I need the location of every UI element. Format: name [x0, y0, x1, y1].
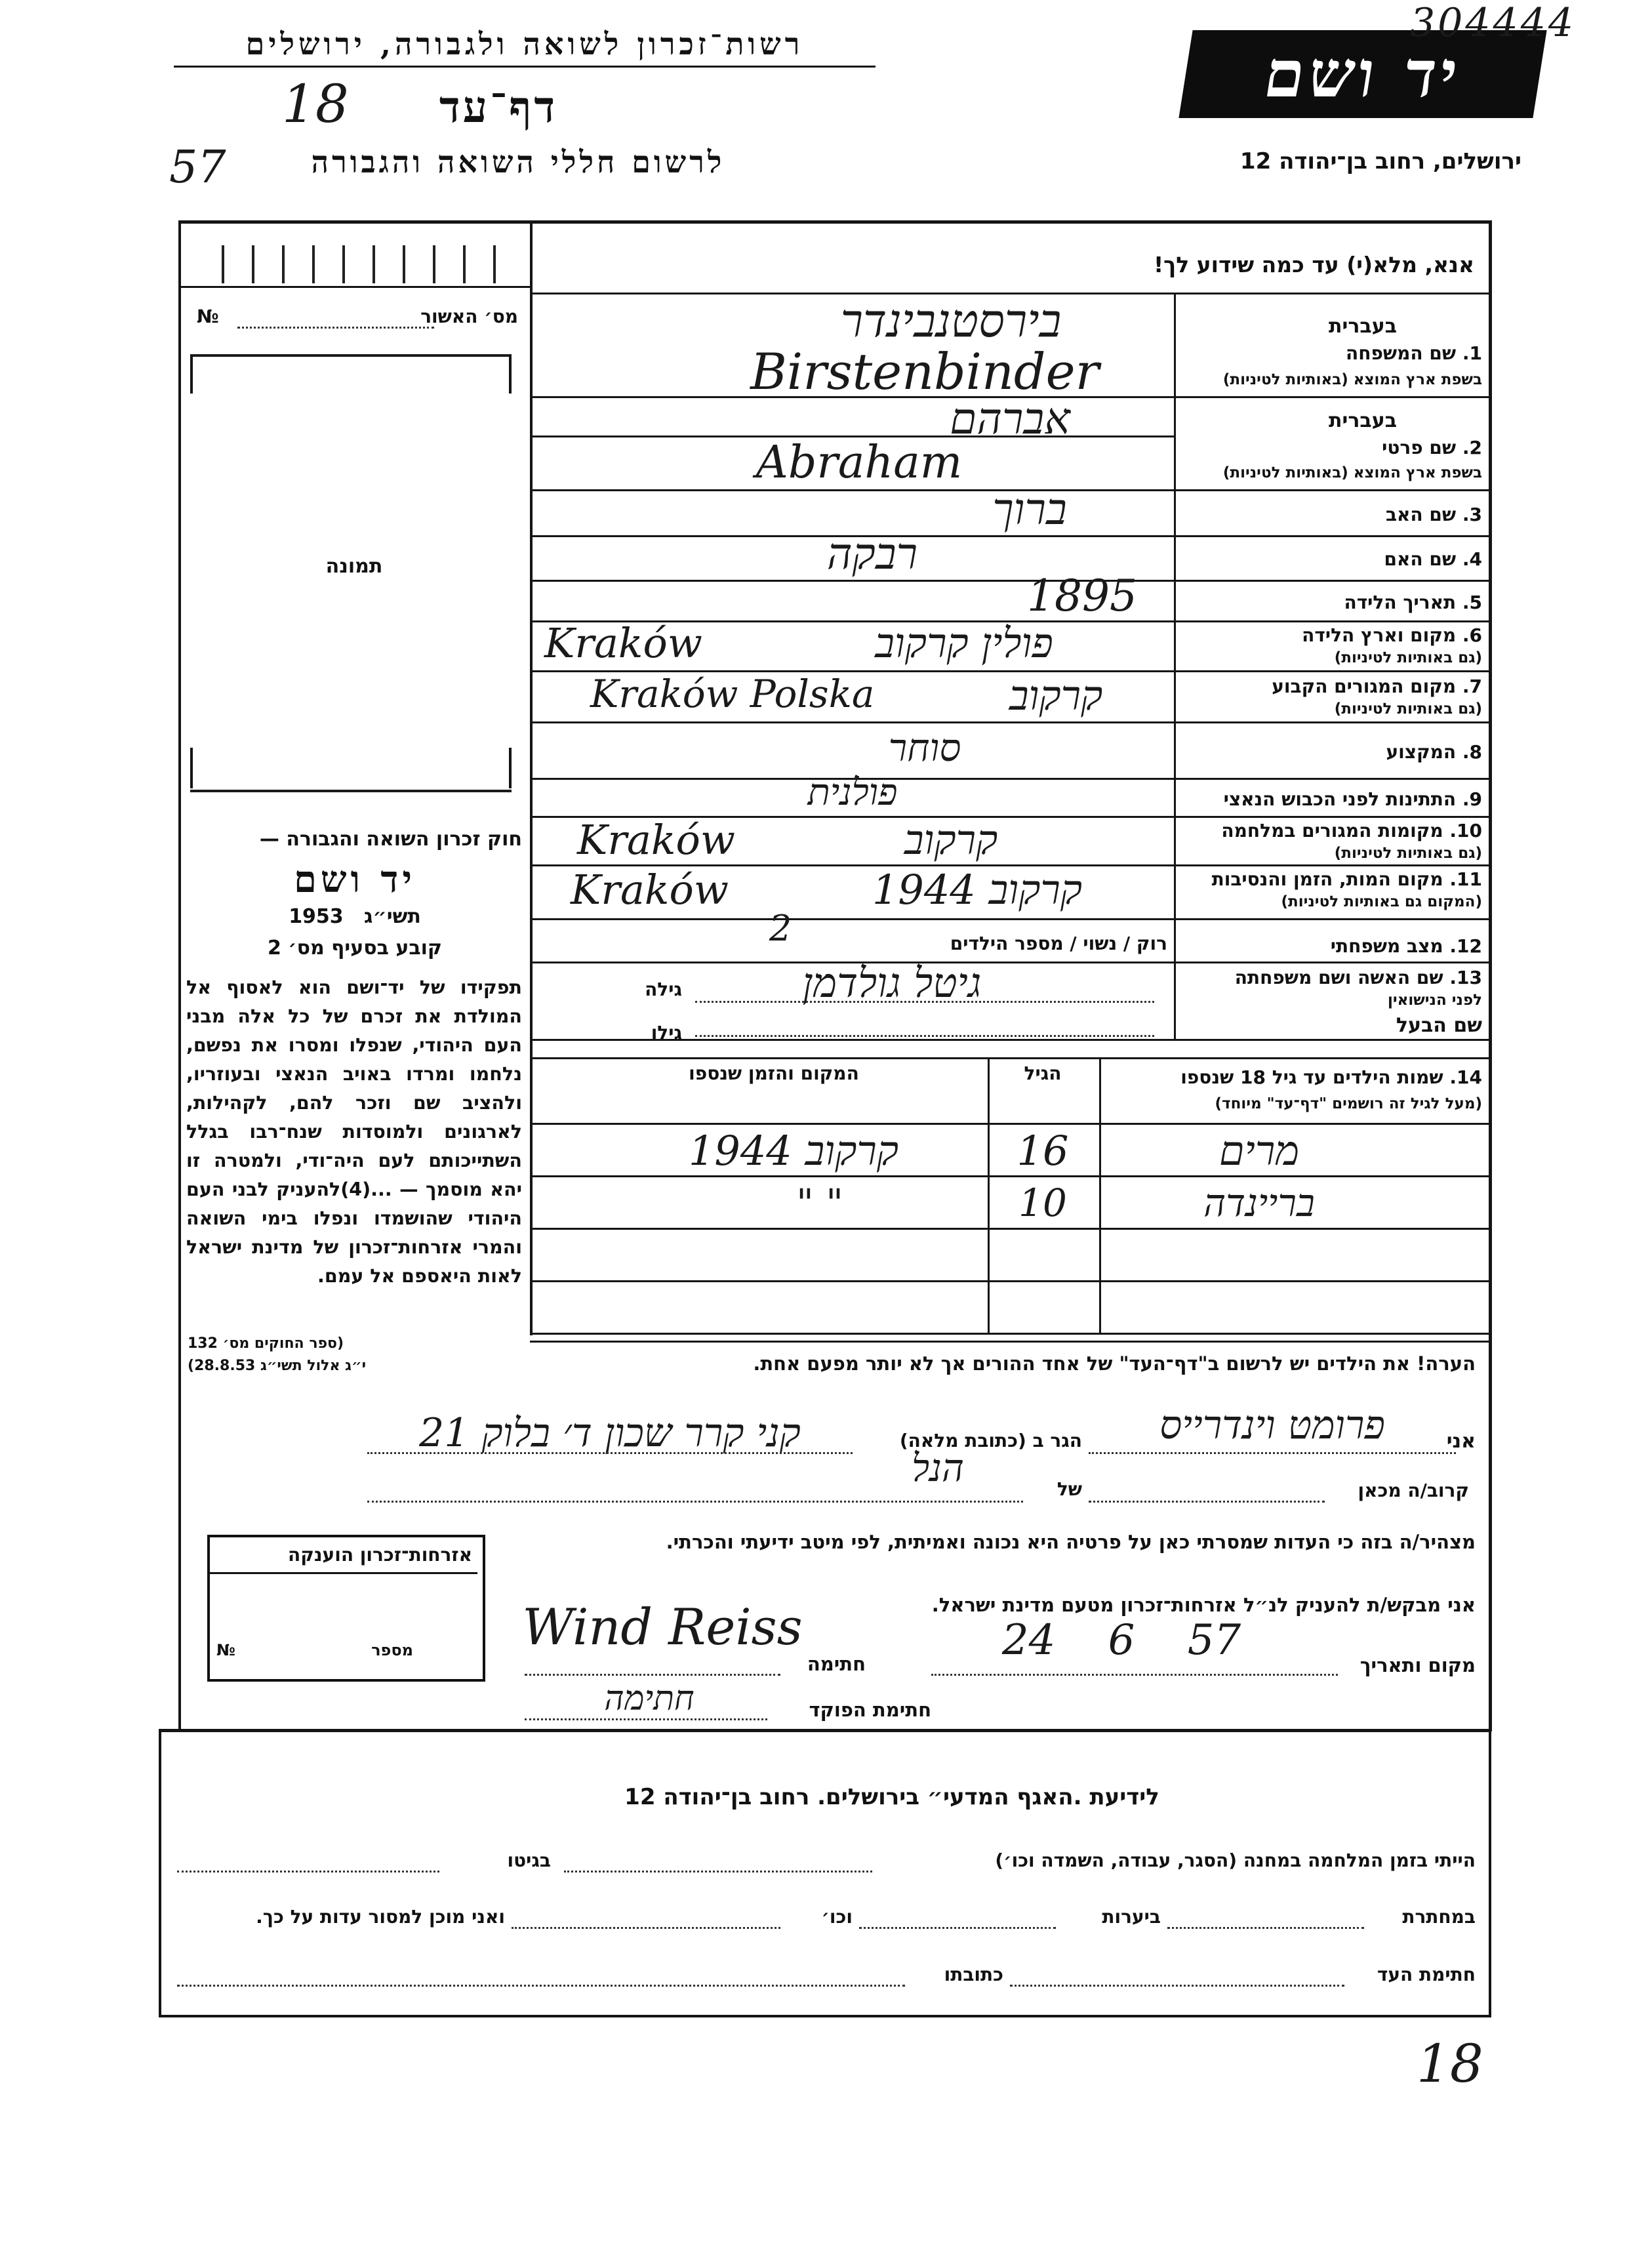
declarant-address: קני קרר שכון ד׳ בלוק 21: [419, 1410, 801, 1456]
law-source-2: י״ג אלול תשי״ג 28.8.53): [188, 1358, 367, 1374]
cert-title: אזרחות־זכרון הוענקה: [210, 1544, 477, 1574]
birth-place-latin: Kraków: [544, 619, 702, 667]
law-year-heb: תשי״ג: [364, 905, 421, 928]
declarant-name: פרומט וינדרייס: [1159, 1402, 1385, 1448]
first-name-hebrew: אברהם: [950, 394, 1070, 444]
hebrew-label-2: בעברית: [1329, 409, 1397, 432]
field-14-label: 14. שמות הילדים עד גיל 18 שנספו: [1180, 1066, 1482, 1088]
latin-label-2: בשפת ארץ המוצא (באותיות לטיניות): [1222, 464, 1482, 481]
father-name: ברוך: [992, 484, 1067, 535]
approval-label: מס׳ האשור: [420, 306, 518, 327]
residing-label: הגר ב (כתובת מלאה): [899, 1430, 1082, 1451]
signature-hand: Wind Reiss: [522, 1598, 803, 1656]
residence-hebrew: קרקוב: [1009, 672, 1103, 719]
field-11-sub: (המקום גם באותיות לטיניות): [1281, 893, 1482, 910]
field-10-label: 10. מקומות המגורים במלחמה: [1221, 820, 1482, 841]
footer-frame-bottom: [159, 2015, 1491, 2017]
frame-bottom: [159, 1729, 1491, 1732]
cert-number-label: מספר: [371, 1641, 413, 1659]
child-1-age: 16: [1017, 1127, 1069, 1175]
field-10-sub: (גם באותיות לטיניות): [1334, 845, 1482, 862]
footer-line-2-start: במחתרת: [1402, 1906, 1476, 1928]
death-place-latin: Kraków: [571, 866, 729, 914]
law-year-row: [188, 905, 522, 928]
footer-frame-right: [1489, 1729, 1491, 2017]
approval-no: №: [197, 306, 219, 327]
wife-age-label: גילה: [645, 979, 682, 1000]
relative-label: קרוב/ה מכאן: [1358, 1480, 1469, 1501]
date-hand: 24 6 57: [1001, 1616, 1241, 1665]
footer-line-1: הייתי בזמן המלחמה במחנה (הסגר, עבודה, השמדה וכו׳): [995, 1850, 1476, 1871]
field-8-label: 8. המקצוע: [1386, 741, 1482, 763]
husband-label: שם הבעל: [1396, 1014, 1482, 1037]
residence-latin: Kraków Polska: [590, 672, 875, 716]
surname-hebrew: בירסטנבינדר: [840, 294, 1062, 348]
footer-frame-left: [159, 1729, 161, 2017]
field-7-sub: (גם באותיות לטיניות): [1334, 700, 1482, 718]
marital-options: רוק / נשוי / מספר הילדים: [950, 933, 1167, 954]
column-place: המקום והזמן שנספו: [689, 1063, 859, 1084]
death-place-hebrew: קרקוב 1944: [872, 866, 1083, 914]
frame-left: [178, 220, 181, 1731]
field-5-label: 5. תאריך הלידה: [1344, 592, 1482, 613]
field-14-sub: (מעל לגיל זה רושמים "דף־עד" מיוחד): [1215, 1095, 1482, 1112]
law-year: 1953: [289, 905, 344, 928]
field-13-sub: לפני הנישואין: [1388, 992, 1482, 1009]
side-number-hand: 57: [169, 142, 226, 193]
law-logo: יד ושם: [293, 858, 416, 901]
relation-hand: הנל: [912, 1446, 964, 1490]
field-3-label: 3. שם האב: [1385, 504, 1482, 525]
cert-number-row: [216, 1641, 413, 1659]
husband-age-label: גילו: [651, 1022, 682, 1043]
i-label: אני: [1446, 1430, 1476, 1453]
note: הערה! את הילדים יש לרשום ב"דף־העד" של אחד ההורים אך לא יותר מפעם אחת.: [753, 1352, 1476, 1375]
field-13-label: 13. שם האשה ושם משפחתה: [1234, 967, 1482, 988]
declaration: מצהיר/ה בזה כי העדות שמסרתי כאן על פרטיה היא נכונה ואמיתית, לפי מיטב ידיעתי והכרתי.: [666, 1531, 1476, 1553]
footer-line-3-mid: כתובתו: [944, 1964, 1003, 1985]
hebrew-label-1: בעברית: [1329, 315, 1397, 338]
sheet-title: דף־עד: [439, 81, 558, 132]
field-11-label: 11. מקום המות, הזמן והנסיבות: [1211, 868, 1482, 890]
child-1-place: קרקוב 1944: [688, 1127, 899, 1175]
place-date-label: מקום ותאריך: [1359, 1654, 1476, 1676]
header-rule: [174, 66, 876, 68]
photo-label: תמונה: [325, 555, 383, 578]
field-6-label: 6. מקום וארץ הלידה: [1302, 624, 1482, 646]
profession: סוחר: [888, 725, 961, 770]
page-number-hand: 18: [1417, 2033, 1483, 2094]
footer-title: לידיעת .האגף המדעי״ בירושלים. רחוב בן־יהודה 12: [624, 1784, 1159, 1810]
instruction: אנא, מלא(י) עד כמה שידוע לך!: [1154, 252, 1474, 277]
mother-name: רבקה: [826, 529, 918, 579]
address: ירושלים, רחוב בן־יהודה 12: [1239, 148, 1521, 174]
signature-label: חתימה: [807, 1653, 866, 1675]
frame-right: [1489, 220, 1492, 1731]
children-count: 2: [769, 908, 792, 949]
org-line: רשות־זכרון לשואה ולגבורה, ירושלים: [245, 26, 804, 62]
field-12-label: 12. מצב משפחתי: [1330, 935, 1482, 957]
nationality: פולנית: [807, 771, 898, 814]
field-9-label: 9. התתינות לפני הכבוש הנאצי: [1223, 788, 1482, 810]
archive-number: 304444: [1410, 0, 1577, 46]
field-6-sub: (גם באותיות לטיניות): [1334, 649, 1482, 666]
field-7-label: 7. מקום המגורים הקבוע: [1272, 676, 1482, 697]
footer-line-2-mid1: ביערות: [1102, 1906, 1161, 1928]
footer-line-2-end: ואני מוכן למסור עדות על כך.: [256, 1906, 505, 1928]
footer-line-3-start: חתימת העד: [1377, 1964, 1476, 1985]
wife-name: גיטל גולדמן: [802, 959, 982, 1007]
birth-place-hebrew: פולין קרקוב: [875, 619, 1053, 667]
surname-latin: Birstenbinder: [750, 342, 1099, 401]
request: אני מבקש/ת להעניק לנ״ל אזרחות־זכרון מטעם מדינת ישראל.: [931, 1594, 1476, 1616]
column-age: הגיל: [1024, 1063, 1062, 1084]
footer-line-1-end: בגיטו: [507, 1850, 551, 1871]
field-1-label: 1. שם המשפחה: [1346, 342, 1482, 364]
footer-line-2-mid2: וכו׳: [821, 1906, 853, 1928]
of-label: של: [1057, 1478, 1082, 1500]
subtitle: לרשום חללי השואה והגבורה: [311, 144, 725, 180]
war-places-latin: Kraków: [577, 816, 735, 864]
logo-text: יד ושם: [1258, 36, 1467, 112]
sheet-number-hand: 18: [282, 73, 349, 134]
law-text: תפקידו של יד־ושם הוא לאסוף אל המולדת את זכרם של כל אלה מבני העם היהודי, שנפלו ומסרו את נפשם, נלחמו ומרדו באויב הנאצי ובעוזריו, ולהציב שם וזכר להם, לקהילות, לארגונים ולמוסדות שנח־רבו בגלל השתייכותם לעם היה־ודי, ולמטרה זו יהא מוסמך — ...(4)להעניק לבני העם היהודי שהושמדו ונפלו בימי השואה והמרי אזרחות־זכרון של מדינת ישראל לאות היאספם אל עמם.: [186, 977, 522, 1287]
approval-row: [197, 306, 518, 327]
field-4-label: 4. שם האם: [1384, 548, 1482, 570]
law-source-1: (ספר החוקים מס׳ 132: [188, 1335, 344, 1352]
official-signature-hand: חתימה: [604, 1679, 695, 1718]
war-places-hebrew: קרקוב: [904, 816, 998, 864]
certificate-box: [207, 1535, 485, 1682]
birth-date: 1895: [1027, 571, 1137, 621]
law-title: חוק זכרון השואה והגבורה —: [259, 828, 522, 851]
law-clause: קובע בסעיף מס׳ 2: [267, 937, 443, 960]
child-2-place: " ": [796, 1181, 843, 1225]
frame-top: [178, 220, 1491, 224]
first-name-latin: Abraham: [755, 437, 963, 489]
child-1-name: מרים: [1218, 1127, 1300, 1175]
latin-label-1: בשפת ארץ המוצא (באותיות לטיניות): [1222, 371, 1482, 388]
field-2-label: 2. שם פרטי: [1382, 437, 1482, 458]
official-signature-label: חתימת הפוקד: [809, 1699, 931, 1721]
child-2-age: 10: [1018, 1181, 1067, 1225]
child-2-name: בריינדה: [1203, 1181, 1315, 1225]
cert-number-no: №: [216, 1641, 235, 1659]
